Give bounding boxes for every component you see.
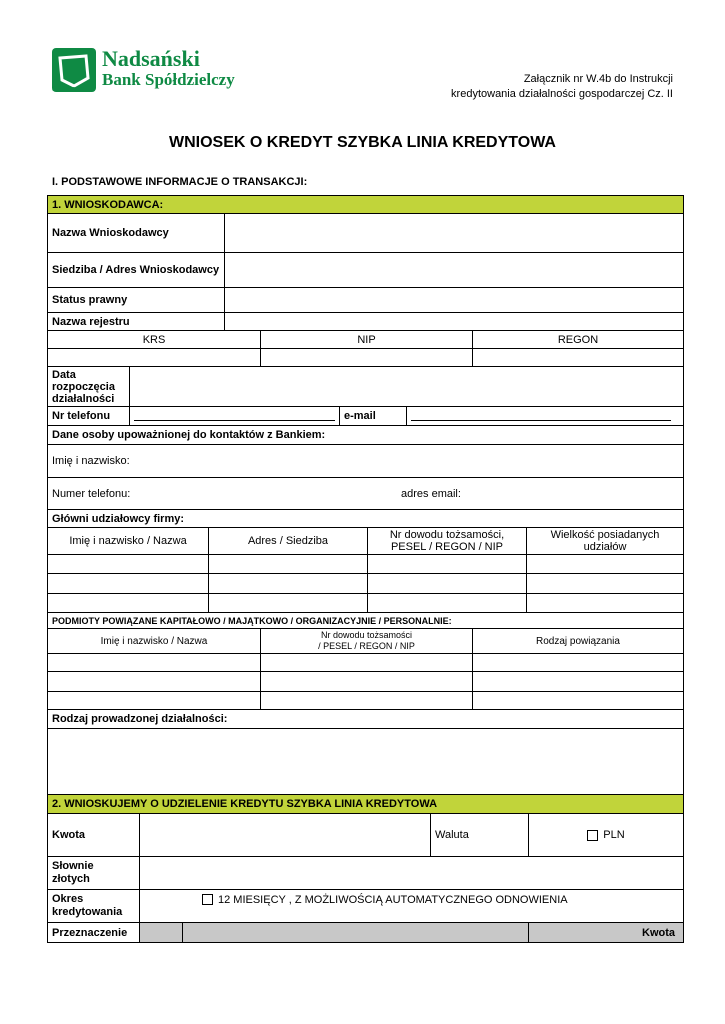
currency-pln-option[interactable] [529,814,683,856]
contact-heading-row [47,426,684,445]
applicant-name-field[interactable] [225,214,683,252]
contact-name-label: Imię i nazwisko: [52,455,130,467]
related-heading: PODMIOTY POWIĄZANE KAPITAŁOWO / MAJĄTKOWO / ORGANIZACYJNIE / PERSONALNIE: [52,615,452,626]
email-field[interactable] [407,407,683,425]
related-header-row [47,629,684,654]
related-heading-row [47,613,684,629]
period-row [47,890,684,923]
contact-email-label: adres email: [401,487,461,500]
related-col-id-1: Nr dowodu tożsamości [320,630,413,640]
amount-words-label-1: Słownie [52,860,94,872]
start-date-label [48,367,129,406]
applicant-seat-row [47,253,684,288]
purpose-gray-cell [183,923,528,942]
start-date-label-3: działalności [52,392,115,405]
email-label: e-mail [344,410,376,422]
page-title: WNIOSEK O KREDYT SZYBKA LINIA KREDYTOWA [169,134,556,151]
shareholders-col-id [368,528,526,554]
amount-words-label [48,857,139,889]
start-date-field[interactable] [130,367,683,406]
regon-header: REGON [557,333,599,346]
phone-field[interactable] [130,407,339,425]
legal-status-field[interactable] [225,288,683,312]
section1-title: I. PODSTAWOWE INFORMACJE O TRANSAKCJI: [52,176,308,188]
applicant-name-row [47,214,684,253]
period-checkbox[interactable] [202,894,213,905]
shareholders-col-name: Imię i nazwisko / Nazwa [69,535,187,547]
applicant-heading: 1. WNIOSKODAWCA: [52,198,164,211]
applicant-heading-row [47,195,684,214]
start-date-row [47,367,684,407]
annex-note [451,72,673,102]
shareholders-col-share [527,528,683,554]
applicant-name-label: Nazwa Wnioskodawcy [52,227,169,239]
annex-line1: Załącznik nr W.4b do Instrukcji [523,73,673,85]
credit-heading: 2. WNIOSKUJEMY O UDZIELENIE KREDYTU SZYBKA LINIA KREDYTOWA [52,798,438,810]
contact-phone-label: Numer telefonu: [52,487,131,500]
contact-heading: Dane osoby upoważnionej do kontaktów z Bankiem: [52,429,326,441]
id-numbers-value-row [47,349,684,367]
period-label-1: Okres [52,893,84,905]
table-row[interactable] [47,555,684,574]
table-row[interactable] [47,654,684,672]
period-option-label: 12 MIESIĘCY , Z MOŻLIWOŚCIĄ AUTOMATYCZNEGO ODNOWIENIA [218,894,568,906]
purpose-row [47,923,684,943]
period-label [48,890,139,922]
pln-checkbox[interactable] [587,830,598,841]
table-row[interactable] [47,574,684,594]
period-option[interactable] [140,890,683,922]
credit-heading-row [47,795,684,814]
purpose-gray-cell [140,923,182,942]
krs-header: KRS [142,333,166,346]
related-col-id-2: / PESEL / REGON / NIP [318,641,415,651]
shareholders-col-address: Adres / Siedziba [247,535,329,547]
krs-field[interactable] [48,349,260,366]
related-col-name: Imię i nazwisko / Nazwa [100,635,208,647]
related-col-type: Rodzaj powiązania [536,635,620,647]
phone-email-row [47,407,684,426]
applicant-seat-label: Siedziba / Adres Wnioskodawcy [52,264,220,276]
start-date-label-2: rozpoczęcia [52,380,115,393]
shareholders-heading: Główni udziałowcy firmy: [52,512,185,525]
table-row[interactable] [47,692,684,710]
id-numbers-header-row [47,331,684,349]
start-date-label-1: Data [52,368,76,381]
activity-field[interactable] [47,729,684,795]
shareholders-header-row [47,528,684,555]
table-row[interactable] [47,672,684,692]
register-row [47,313,684,331]
legal-status-row [47,288,684,313]
amount-field[interactable] [140,814,430,856]
pln-label: PLN [603,829,625,841]
shareholders-col-share-1: Wielkość posiadanych [550,529,660,541]
activity-label-row [47,710,684,729]
amount-words-label-2: złotych [52,873,90,885]
shareholders-col-share-2: udziałów [583,541,627,553]
amount-words-field[interactable] [140,857,683,889]
contact-name-row[interactable] [47,445,684,478]
bank-name-line2: Bank Spółdzielczy [102,70,235,89]
bank-short-name: SANBank [52,86,84,93]
amount-words-row [47,857,684,890]
regon-field[interactable] [473,349,683,366]
shareholders-heading-row [47,510,684,528]
register-label: Nazwa rejestru [52,315,130,328]
shareholders-col-id-1: Nr dowodu tożsamości, [389,529,505,541]
amount-label: Kwota [52,829,85,841]
contact-phone-email-row[interactable] [47,478,684,510]
register-field[interactable] [225,313,683,330]
table-row[interactable] [47,594,684,613]
amount-row [47,814,684,857]
purpose-amount-label: Kwota [529,923,683,942]
currency-label: Waluta [435,829,469,841]
period-label-2: kredytowania [52,906,123,918]
annex-line2: kredytowania działalności gospodarczej Cz. II [451,88,673,100]
nip-field[interactable] [261,349,472,366]
phone-label: Nr telefonu [52,410,111,422]
activity-label: Rodzaj prowadzonej działalności: [52,713,228,725]
nip-header: NIP [357,333,376,346]
legal-status-label: Status prawny [52,294,128,306]
applicant-seat-field[interactable] [225,253,683,287]
related-col-id [261,629,472,653]
purpose-label: Przeznaczenie [52,926,128,939]
bank-name-line1: Nadsański [102,46,200,71]
shareholders-col-id-2: PESEL / REGON / NIP [390,541,504,553]
